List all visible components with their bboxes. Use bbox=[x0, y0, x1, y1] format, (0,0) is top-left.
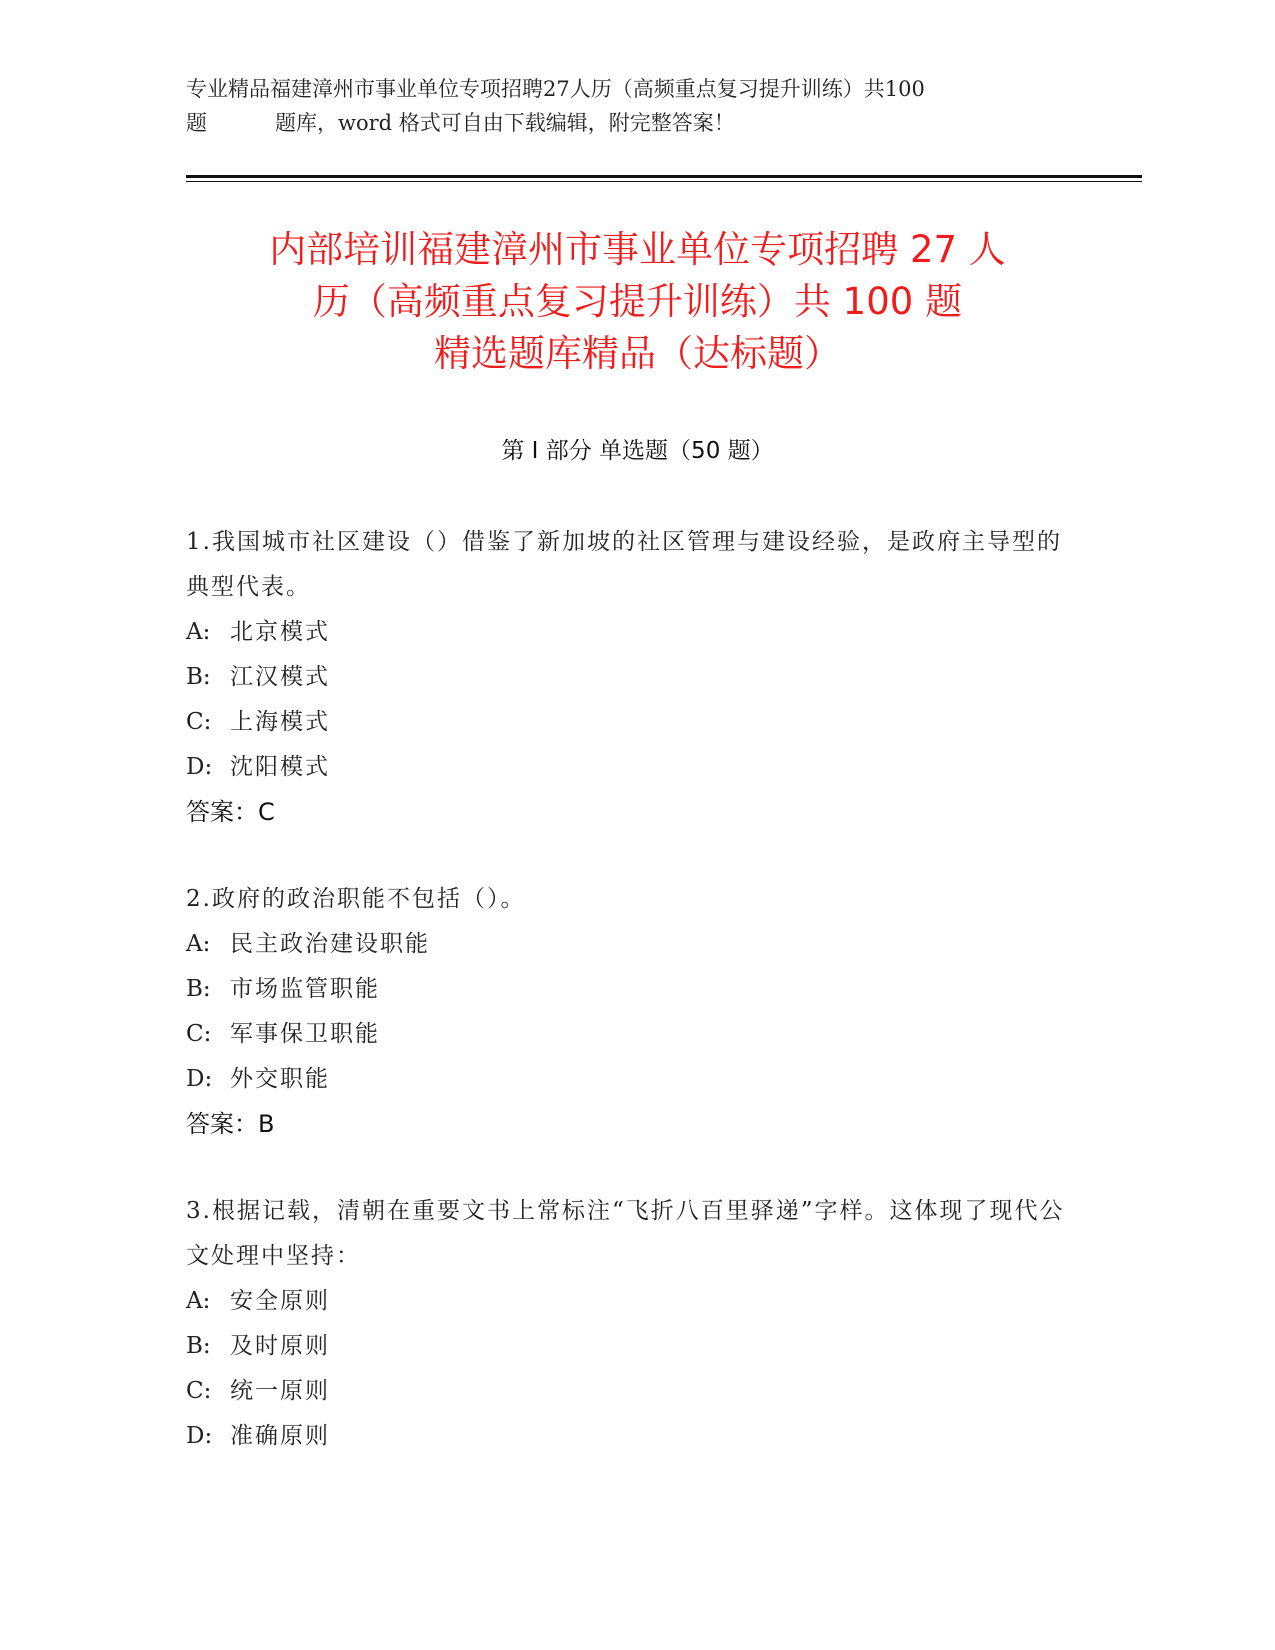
option-a bbox=[186, 922, 1066, 967]
option-b bbox=[186, 655, 1066, 700]
option-letter: A: bbox=[186, 1288, 211, 1314]
answer: 答案：C bbox=[186, 798, 275, 826]
option-b bbox=[186, 967, 1066, 1012]
option-letter: A: bbox=[186, 619, 211, 645]
header-divider-thin bbox=[186, 181, 1142, 182]
option-text: 及时原则 bbox=[230, 1333, 330, 1359]
option-text: 安全原则 bbox=[230, 1288, 330, 1314]
question-3 bbox=[186, 1189, 1066, 1459]
option-letter: D: bbox=[186, 754, 213, 780]
title-line-1: 内部培训福建漳州市事业单位专项招聘 27 人 bbox=[269, 228, 1006, 271]
option-b bbox=[186, 1324, 1066, 1369]
answer: 答案：B bbox=[186, 1110, 275, 1138]
option-letter: B: bbox=[186, 664, 211, 690]
question-1 bbox=[186, 520, 1066, 835]
option-letter: C: bbox=[186, 1021, 212, 1047]
option-text: 上海模式 bbox=[230, 709, 330, 735]
question-2 bbox=[186, 877, 1066, 1147]
option-text: 统一原则 bbox=[230, 1378, 330, 1404]
option-text: 外交职能 bbox=[230, 1066, 330, 1092]
option-text: 江汉模式 bbox=[230, 664, 330, 690]
option-letter: C: bbox=[186, 1378, 212, 1404]
title-line-2: 历（高频重点复习提升训练）共 100 题 bbox=[312, 280, 963, 323]
section-heading: 第 I 部分 单选题（50 题） bbox=[501, 438, 774, 464]
header-note-line2-b: 题库，word 格式可自由下载编辑，附完整答案！ bbox=[275, 111, 735, 135]
header-note-line2-a: 题 bbox=[186, 111, 207, 135]
header-note-gap bbox=[207, 106, 275, 140]
question-text: 1.我国城市社区建设（）借鉴了新加坡的社区管理与建设经验，是政府主导型的典型代表。 bbox=[186, 529, 1062, 600]
option-text: 准确原则 bbox=[230, 1423, 330, 1449]
option-d bbox=[186, 1414, 1066, 1459]
option-text: 沈阳模式 bbox=[230, 754, 330, 780]
option-c bbox=[186, 1012, 1066, 1057]
question-list bbox=[186, 520, 1066, 1501]
option-text: 市场监管职能 bbox=[230, 976, 380, 1002]
option-a bbox=[186, 1279, 1066, 1324]
option-d bbox=[186, 1057, 1066, 1102]
header-note bbox=[186, 72, 1086, 140]
option-letter: A: bbox=[186, 931, 211, 957]
title-line-3: 精选题库精品（达标题） bbox=[434, 332, 841, 375]
option-c bbox=[186, 1369, 1066, 1414]
header-note-line1: 专业精品福建漳州市事业单位专项招聘27人历（高频重点复习提升训练）共100 bbox=[186, 77, 925, 101]
document-title bbox=[150, 224, 1125, 380]
option-letter: B: bbox=[186, 1333, 211, 1359]
option-text: 民主政治建设职能 bbox=[230, 931, 430, 957]
option-text: 北京模式 bbox=[230, 619, 330, 645]
question-text: 2.政府的政治职能不包括（）。 bbox=[186, 886, 526, 912]
option-text: 军事保卫职能 bbox=[230, 1021, 380, 1047]
question-text: 3.根据记载，清朝在重要文书上常标注“飞折八百里驿递”字样。这体现了现代公文处理中坚持： bbox=[186, 1198, 1065, 1269]
option-letter: B: bbox=[186, 976, 211, 1002]
option-d bbox=[186, 745, 1066, 790]
option-letter: C: bbox=[186, 709, 212, 735]
option-letter: D: bbox=[186, 1066, 213, 1092]
option-c bbox=[186, 700, 1066, 745]
header-divider-thick bbox=[186, 175, 1142, 178]
option-letter: D: bbox=[186, 1423, 213, 1449]
option-a bbox=[186, 610, 1066, 655]
header-note-line2-row bbox=[186, 106, 1086, 140]
